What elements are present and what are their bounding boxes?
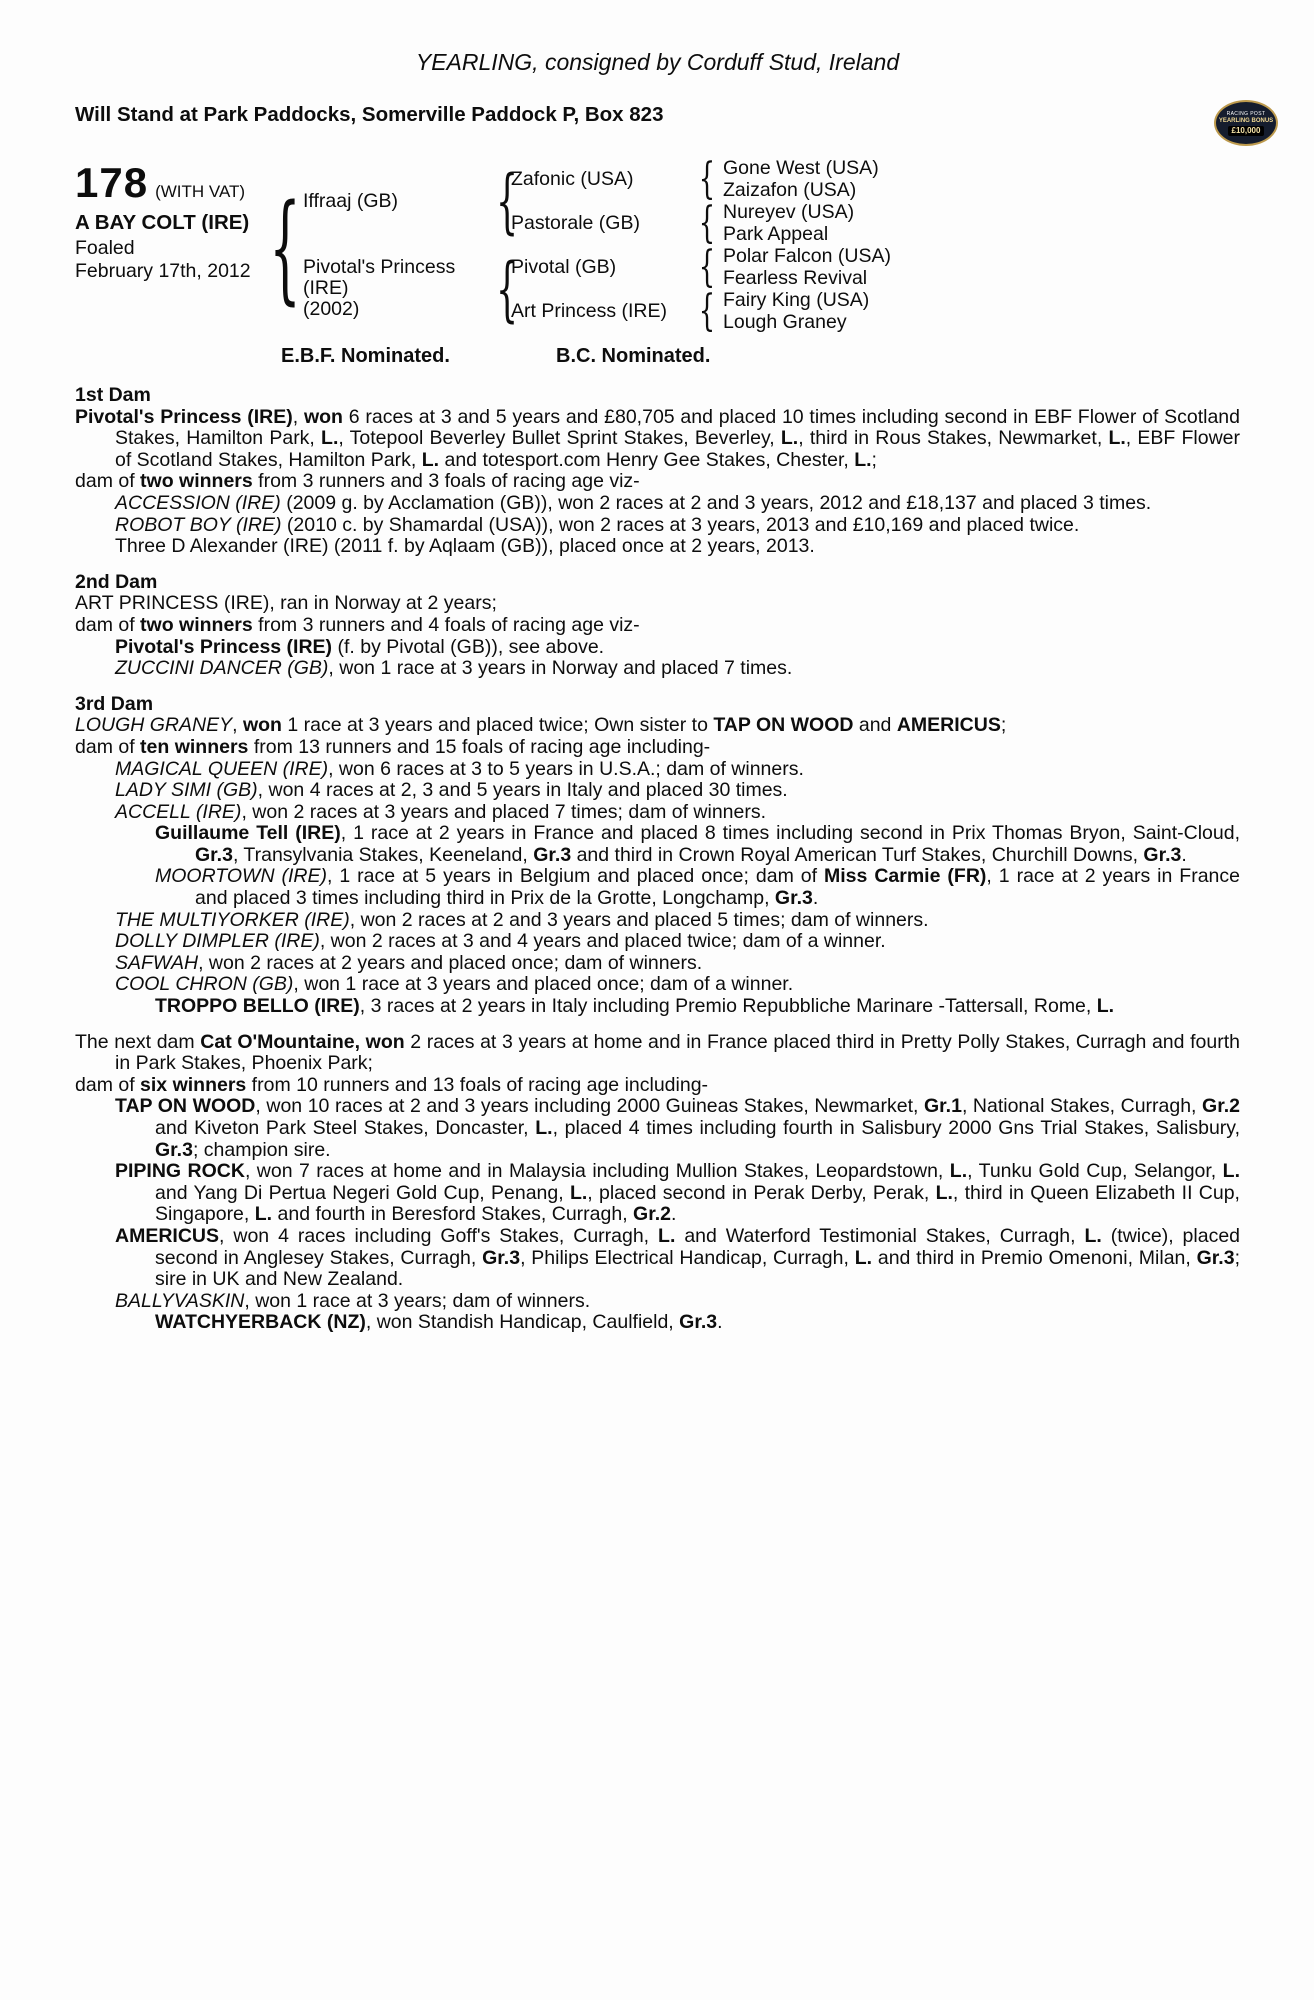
ebf-nominated-label: E.B.F. Nominated. (281, 345, 450, 367)
pedigree-ancestor-name: Lough Graney (723, 311, 847, 333)
page-title: YEARLING, consigned by Corduff Stud, Ireland (415, 49, 900, 75)
yearling-bonus-badge (1214, 100, 1278, 146)
pedigree-ancestor-name: Zaizafon (USA) (723, 179, 857, 201)
pedigree-paragraph: dam of six winners from 10 runners and 13 foals of racing age including- (75, 1073, 709, 1096)
pedigree-paragraph: Guillaume Tell (IRE), 1 race at 2 years in France and placed 8 times including second in Prix Thomas Bryon, Saint-Cloud, Gr.3, Transylvania Stakes, Keeneland, Gr.3 and third in Crown Royal American Turf Stakes, Churchill Downs, Gr.3. (155, 822, 1241, 866)
pedigree-paragraph: BALLYVASKIN, won 1 race at 3 years; dam of winners. (115, 1289, 591, 1312)
pedigree-dam-line: (2002) (303, 298, 360, 320)
pedigree-paragraph: TROPPO BELLO (IRE), 3 races at 2 years in Italy including Premio Repubbliche Marinare -Tattersall, Rome, L. (155, 995, 1115, 1018)
pedigree-paragraph: The next dam Cat O'Mountaine, won 2 races at 3 years at home and in France placed third in Pretty Polly Stakes, Curragh and fourth in Park Stakes, Phoenix Park; (75, 1030, 1240, 1075)
pedigree-paragraph: LOUGH GRANEY, won 1 race at 3 years and placed twice; Own sister to TAP ON WOOD and AMERICUS; (75, 714, 1007, 737)
pedigree-brace-icon: { (698, 154, 716, 204)
pedigree-ancestor-name: Nureyev (USA) (723, 201, 855, 223)
pedigree-ancestor-name: Fearless Revival (723, 267, 868, 289)
nominations-row (75, 345, 1240, 371)
pedigree-paragraph: dam of ten winners from 13 runners and 15 foals of racing age including- (75, 735, 711, 758)
pedigree-table (75, 154, 1240, 341)
pedigree-paragraph: ROBOT BOY (IRE) (2010 c. by Shamardal (USA)), won 2 races at 3 years, 2013 and £10,169 and placed twice. (115, 513, 1080, 536)
pedigree-paragraph: MAGICAL QUEEN (IRE), won 6 races at 3 to 5 years in U.S.A.; dam of winners. (115, 757, 804, 780)
pedigree-brace-icon: { (698, 242, 716, 292)
pedigree-dam-line: (IRE) (303, 277, 349, 299)
bc-nominated-label: B.C. Nominated. (556, 345, 711, 367)
pedigree-paragraph: COOL CHRON (GB), won 1 race at 3 years and placed once; dam of a winner. (115, 973, 794, 996)
stand-location-line: Will Stand at Park Paddocks, Somerville Paddock P, Box 823 (75, 103, 664, 126)
pedigree-paragraph: dam of two winners from 3 runners and 3 foals of racing age viz- (75, 470, 640, 493)
pedigree-paragraph: ACCELL (IRE), won 2 races at 3 years and placed 7 times; dam of winners. (115, 800, 767, 823)
pedigree-sire-name: Iffraaj (GB) (303, 190, 398, 212)
pedigree-grandsire-name: Zafonic (USA) (511, 168, 634, 190)
pedigree-paragraph: Pivotal's Princess (IRE), won 6 races at 3 and 5 years and £80,705 and placed 10 times including second in EBF Flower of Scotland Stakes, Hamilton Park, L., Totepool Beverley Bullet Sprint Stakes, Beverley, L., third in Rous Stakes, Newmarket, L., EBF Flower of Scotland Stakes, Hamilton Park, L. and totesport.com Henry Gee Stakes, Chester, L.; (75, 405, 1240, 471)
pedigree-ancestor-name: Park Appeal (723, 223, 829, 245)
pedigree-brace-icon: { (698, 198, 716, 248)
foaled-label: Foaled (75, 237, 135, 259)
pedigree-ancestor-name: Gone West (USA) (723, 157, 879, 179)
badge-title-text: YEARLING BONUS (1218, 117, 1274, 124)
pedigree-paragraph: DOLLY DIMPLER (IRE), won 2 races at 3 and 4 years and placed twice; dam of a winner. (115, 930, 886, 953)
pedigree-paragraph: TAP ON WOOD, won 10 races at 2 and 3 years including 2000 Guineas Stakes, Newmarket, Gr.1, National Stakes, Curragh, Gr.2 and Kiveton Park Steel Stakes, Doncaster, L., placed 4 times including fourth in Salisbury 2000 Gns Trial Stakes, Salisbury, Gr.3; champion sire. (115, 1095, 1240, 1161)
catalog-body (75, 385, 1240, 1334)
pedigree-paragraph: WATCHYERBACK (NZ), won Standish Handicap, Caulfield, Gr.3. (155, 1311, 723, 1334)
pedigree-dam-name (303, 257, 455, 320)
dam-section-heading: 3rd Dam (75, 692, 154, 715)
horse-description: A BAY COLT (IRE) (75, 211, 250, 234)
lot-info (75, 161, 251, 283)
pedigree-paragraph: dam of two winners from 3 runners and 4 foals of racing age viz- (75, 613, 640, 636)
pedigree-paragraph: Pivotal's Princess (IRE) (f. by Pivotal (GB)), see above. (115, 635, 605, 658)
foaled-date: February 17th, 2012 (75, 260, 251, 282)
pedigree-dam-line: Pivotal's Princess (303, 256, 456, 278)
dam-section-heading: 1st Dam (75, 384, 151, 406)
pedigree-paragraph: AMERICUS, won 4 races including Goff's Stakes, Curragh, L. and Waterford Testimonial Stakes, Curragh, L. (twice), placed second in Anglesey Stakes, Curragh, Gr.3, Philips Electrical Handicap, Curragh, L. and third in Premio Omenoni, Milan, Gr.3; sire in UK and New Zealand. (115, 1224, 1241, 1291)
pedigree-grandsire-name: Pivotal (GB) (511, 256, 617, 278)
pedigree-granddam-name: Pastorale (GB) (511, 212, 640, 234)
pedigree-paragraph: THE MULTIYORKER (IRE), won 2 races at 2 and 3 years and placed 5 times; dam of winners. (115, 908, 929, 931)
pedigree-paragraph: ART PRINCESS (IRE), ran in Norway at 2 years; (75, 592, 497, 615)
pedigree-paragraph: ACCESSION (IRE) (2009 g. by Acclamation (GB)), won 2 races at 2 and 3 years, 2012 and £18,137 and placed 3 times. (115, 491, 1152, 514)
pedigree-paragraph: Three D Alexander (IRE) (2011 f. by Aqlaam (GB)), placed once at 2 years, 2013. (115, 535, 815, 558)
pedigree-ancestor-name: Fairy King (USA) (723, 289, 870, 311)
pedigree-granddam-name: Art Princess (IRE) (511, 300, 668, 322)
pedigree-paragraph: PIPING ROCK, won 7 races at home and in Malaysia including Mullion Stakes, Leopardstown, L., Tunku Gold Cup, Selangor, L. and Yang Di Pertua Negeri Gold Cup, Penang, L., placed second in Perak Derby, Perak, L., third in Queen Elizabeth II Cup, Singapore, L. and fourth in Beresford Stakes, Curragh, Gr.2. (115, 1160, 1241, 1226)
badge-amount-text: £10,000 (1228, 126, 1265, 136)
pedigree-paragraph: ZUCCINI DANCER (GB), won 1 race at 3 years in Norway and placed 7 times. (115, 657, 793, 680)
pedigree-paragraph: MOORTOWN (IRE), 1 race at 5 years in Belgium and placed once; dam of Miss Carmie (FR), 1 race at 2 years in France and placed 3 times including third in Prix de la Grotte, Longchamp, Gr.3. (155, 865, 1240, 910)
pedigree-paragraph: SAFWAH, won 2 races at 2 years and placed once; dam of winners. (115, 951, 703, 974)
lot-vat-note: (WITH VAT) (155, 182, 246, 201)
pedigree-brace-icon: { (269, 178, 301, 316)
pedigree-brace-icon: { (698, 286, 716, 336)
pedigree-brace-icon: { (495, 248, 519, 330)
lot-number: 178 (75, 159, 149, 206)
pedigree-brace-icon: { (495, 160, 519, 242)
dam-section-heading: 2nd Dam (75, 570, 158, 593)
badge-brand-text: RACING POST (1226, 110, 1266, 117)
pedigree-ancestor-name: Polar Falcon (USA) (723, 245, 891, 267)
pedigree-paragraph: LADY SIMI (GB), won 4 races at 2, 3 and 5 years in Italy and placed 30 times. (115, 779, 788, 802)
